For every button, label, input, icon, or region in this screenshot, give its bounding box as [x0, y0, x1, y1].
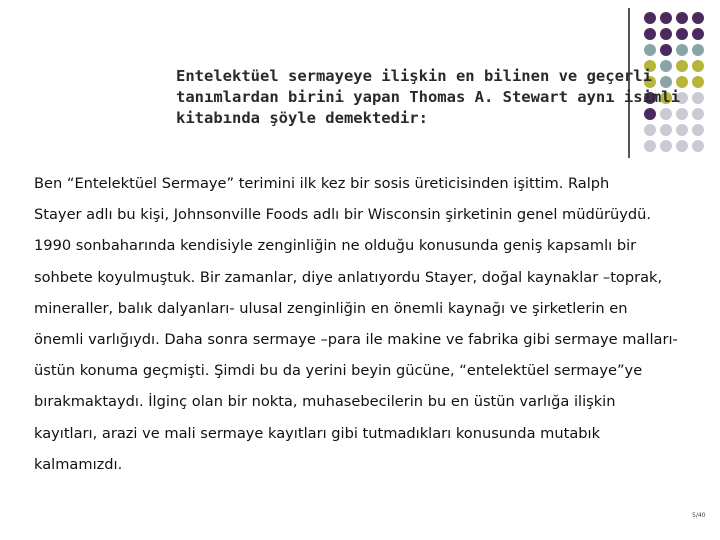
decorative-dot: [644, 44, 656, 56]
body-line: kalmamızdı.: [34, 455, 123, 473]
heading-line: Entelektüel sermayeye ilişkin en bilinen ve geçerli: [176, 67, 652, 85]
decorative-dot: [660, 12, 672, 24]
body-line: sohbete koyulmuştuk. Bir zamanlar, diye anlatıyordu Stayer, doğal kaynaklar –toprak,: [34, 268, 663, 286]
decorative-dot: [676, 12, 688, 24]
decorative-dot: [660, 28, 672, 40]
decorative-dot: [644, 28, 656, 40]
body-line: Ben “Entelektüel Sermaye” terimini ilk kez bir sosis üreticisinden işittim. Ralph: [34, 175, 610, 192]
heading-line: kitabında şöyle demektedir:: [176, 109, 428, 127]
heading-line: tanımlardan birini yapan Thomas A. Stewart aynı isimli: [176, 88, 680, 106]
body-line: üstün konuma geçmişti. Şimdi bu da yerini beyin gücüne, “entelektüel sermaye”ye: [34, 362, 643, 380]
decorative-dot: [692, 140, 704, 152]
body-line: mineraller, balık dalyanları- ulusal zenginliğin en önemli kaynağı ve şirketlerin en: [34, 299, 628, 317]
decorative-dot: [644, 140, 656, 152]
decorative-dot: [692, 28, 704, 40]
decorative-dot: [692, 44, 704, 56]
decorative-dot: [660, 44, 672, 56]
decorative-dot: [660, 140, 672, 152]
decorative-dot: [676, 140, 688, 152]
quote-body: [34, 168, 714, 480]
page-number: 5/40: [692, 512, 706, 519]
body-line: 1990 sonbaharında kendisiyle zenginliğin ne olduğu konusunda geniş kapsamlı bir: [34, 237, 637, 255]
decorative-dot: [676, 44, 688, 56]
body-line: Stayer adlı bu kişi, Johnsonville Foods adlı bir Wisconsin şirketinin genel müdürüydü.: [34, 206, 652, 224]
decorative-dot: [644, 12, 656, 24]
body-line: kayıtları, arazi ve mali sermaye kayıtları gibi tutmadıkları konusunda mutabık: [34, 424, 601, 442]
body-line: bırakmaktaydı. İlginç olan bir nokta, muhasebecilerin bu en üstün varlığa ilişkin: [34, 393, 616, 411]
body-line: önemli varlığıydı. Daha sonra sermaye –para ile makine ve fabrika gibi sermaye malları-: [34, 331, 678, 349]
decorative-dot: [692, 12, 704, 24]
decorative-dot: [676, 28, 688, 40]
slide-heading: [176, 66, 716, 129]
